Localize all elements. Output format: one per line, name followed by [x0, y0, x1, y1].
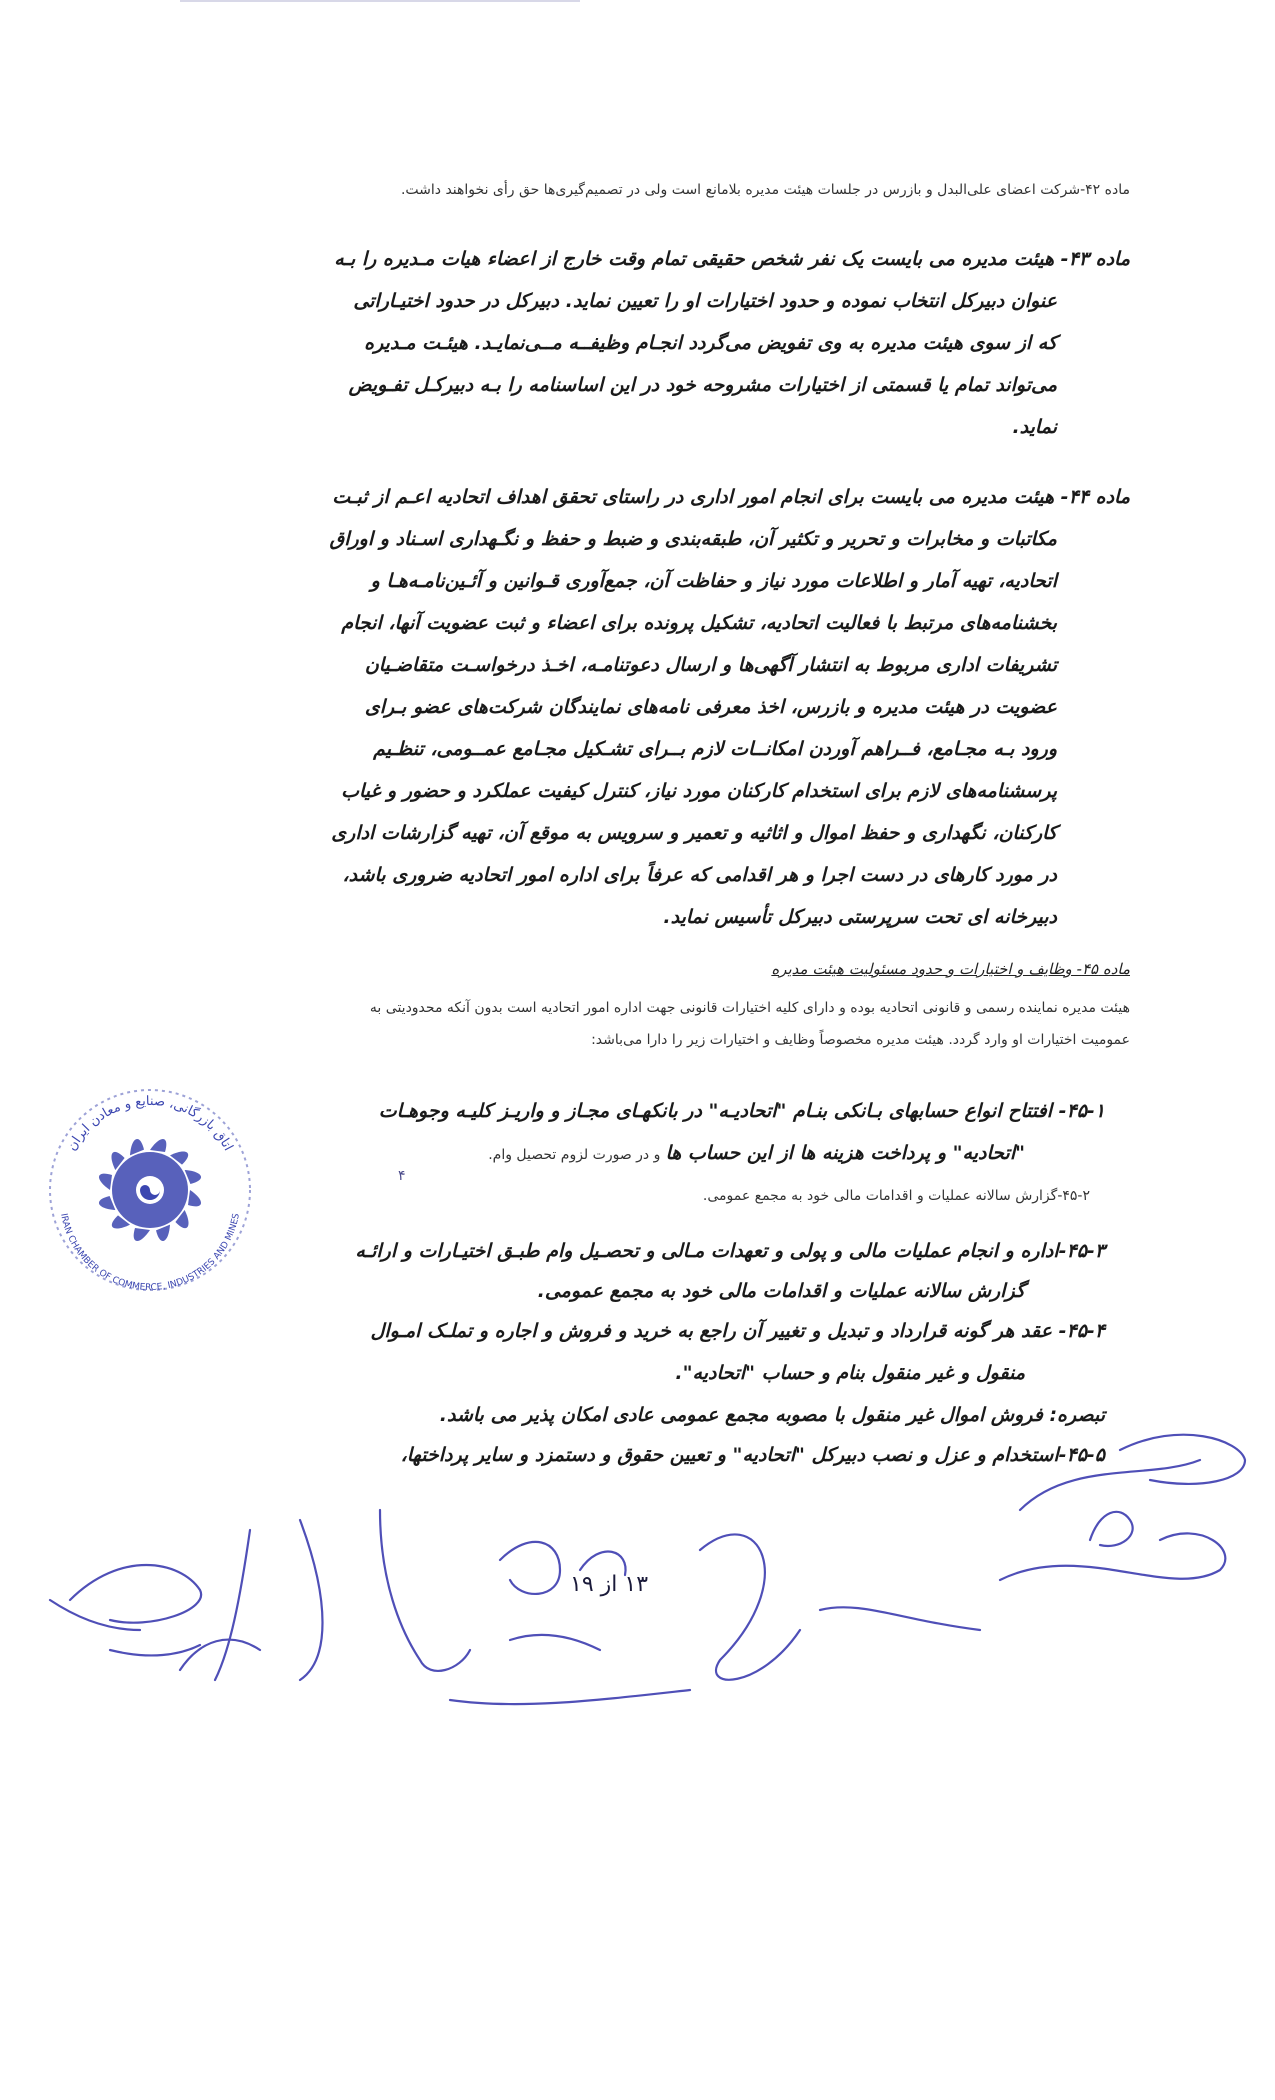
- article-44-line-4: بخشنامه‌های مرتبط با فعالیت اتحادیه، تشکیل پرونده برای اعضاء و ثبت عضویت آنها، انجام: [341, 612, 1057, 634]
- chamber-stamp: [40, 1080, 260, 1300]
- article-45-item-3-line-2: گزارش سالانه عملیات و اقدامات مالی خود به مجمع عمومی.: [537, 1280, 1025, 1302]
- article-45-intro-line-1: هیئت مدیره نماینده رسمی و قانونی اتحادیه بوده و دارای کلیه اختیارات قانونی جهت اداره امور اتحادیه است بدون آنکه محدودیتی به: [369, 1000, 1130, 1016]
- article-44-line-3: اتحادیه، تهیه آمار و اطلاعات مورد نیاز و حفاظت آن، جمع‌آوری قـوانین و آئـین‌نامـه‌هـا و: [370, 570, 1057, 592]
- scan-edge-line: [180, 0, 580, 2]
- article-45-item-1-line-2: "اتحادیه" و پرداخت هزینه ها از این حساب ها: [665, 1142, 1025, 1164]
- article-45-intro-line-2: عمومیت اختیارات او وارد گردد. هیئت مدیره مخصوصاً وظایف و اختیارات زیر را دارا می‌باشد:: [591, 1032, 1130, 1048]
- article-45-item-3-line-1: ۴۵-۳-اداره و انجام عملیات مالی و پولی و تعهدات مـالی و تحصـیل وام طبـق اختیـارات و ارائـه: [355, 1240, 1105, 1262]
- article-44-line-5: تشریفات اداری مربوط به انتشار آگهی‌ها و ارسال دعوتنامـه، اخـذ درخواسـت متقاضـیان: [364, 654, 1057, 676]
- stamp-text-fa: اتاق بازرگانی، صنایع و معادن ایران: [64, 1093, 236, 1154]
- article-45-item-1-line-2-row: [488, 1142, 1025, 1164]
- article-45-item-2: ۴۵-۲-گزارش سالانه عملیات و اقدامات مالی خود به مجمع عمومی.: [702, 1188, 1090, 1204]
- article-45-item-1-small: و در صورت لزوم تحصیل وام.: [488, 1147, 661, 1163]
- page-number: ۱۳ از ۱۹: [570, 1572, 649, 1597]
- article-44-line-10: در مورد کارهای در دست اجرا و هر اقدامی که عرفاً برای اداره امور اتحادیه ضروری باشد،: [342, 864, 1057, 886]
- article-44-line-6: عضویت در هیئت مدیره و بازرس، اخذ معرفی نامه‌های نمایندگان شرکت‌های عضو بـرای: [364, 696, 1057, 718]
- article-45-note: تبصره: فروش اموال غیر منقول با مصوبه مجمع عمومی عادی امکان پذیر می باشد.: [439, 1404, 1105, 1426]
- article-44-line-7: ورود بـه مجـامع، فــراهم آوردن امکانــات لازم بــرای تشـکیل مجـامع عمــومی، تنظـیم: [373, 738, 1057, 760]
- article-45-item-1-line-1: ۴۵-۱- افتتاح انواع حسابهای بـانکی بنـام "اتحادیـه" در بانکهـای مجـاز و واریـز کلیـه وجوهـات: [378, 1100, 1105, 1122]
- handwritten-signatures: [0, 1400, 1275, 1740]
- article-44-line-8: پرسشنامه‌های لازم برای استخدام کارکنان مورد نیاز، کنترل کیفیت عملکرد و حضور و غیاب: [341, 780, 1057, 802]
- article-42: ماده ۴۲-شرکت اعضای علی‌البدل و بازرس در جلسات هیئت مدیره بلامانع است ولی در تصمیم‌گیری‌ها حق رأی نخواهند داشت.: [400, 182, 1130, 198]
- article-45-heading: ماده ۴۵- وظایف و اختیارات و حدود مسئولیت هیئت مدیره: [771, 960, 1130, 978]
- article-45-item-4-line-2: منقول و غیر منقول بنام و حساب "اتحادیه".: [675, 1362, 1025, 1384]
- article-44-line-2: مکاتبات و مخابرات و تحریر و تکثیر آن، طبقه‌بندی و ضبط و حفظ و نگـهداری اسـناد و اوراق: [329, 528, 1057, 550]
- article-44-line-9: کارکنان، نگهداری و حفظ اموال و اثاثیه و تعمیر و سرویس به موقع آن، تهیه گزارشات اداری: [331, 822, 1057, 844]
- article-43-line-5: نماید.: [1012, 416, 1057, 438]
- article-43-line-4: می‌تواند تمام یا قسمتی از اختیارات مشروحه خود در این اساسنامه را بـه دبیرکـل تفـویض: [348, 374, 1057, 396]
- handwritten-mark: ۴: [398, 1168, 406, 1184]
- article-43-line-3: که از سوی هیئت مدیره به وی تفویض می‌گردد انجـام وظیفــه مــی‌نمایـد. هیئـت مـدیره: [364, 332, 1057, 354]
- article-43-line-2: عنوان دبیرکل انتخاب نموده و حدود اختیارات او را تعیین نماید. دبیرکل در حدود اختیـاراتی: [353, 290, 1057, 312]
- stamp-text-en: IRAN CHAMBER OF COMMERCE, INDUSTRIES AND MINES: [58, 1212, 242, 1294]
- article-44-line-11: دبیرخانه ای تحت سرپرستی دبیرکل تأسیس نماید.: [663, 906, 1057, 928]
- article-45-item-4-line-1: ۴۵-۴- عقد هر گونه قرارداد و تبدیل و تغییر آن راجع به خرید و فروش و اجاره و تملـک امـوال: [370, 1320, 1105, 1342]
- article-45-item-5: ۴۵-۵-استخدام و عزل و نصب دبیرکل "اتحادیه" و تعیین حقوق و دستمزد و سایر پرداختها،: [400, 1444, 1105, 1466]
- article-43-line-1: ماده ۴۳- هیئت مدیره می بایست یک نفر شخص حقیقی تمام وقت خارج از اعضاء هیات مـدیره را بـه: [334, 248, 1130, 270]
- article-44-line-1: ماده ۴۴- هیئت مدیره می بایست برای انجام امور اداری در راستای تحقق اهداف اتحادیه اعـم از ثبـت: [332, 486, 1130, 508]
